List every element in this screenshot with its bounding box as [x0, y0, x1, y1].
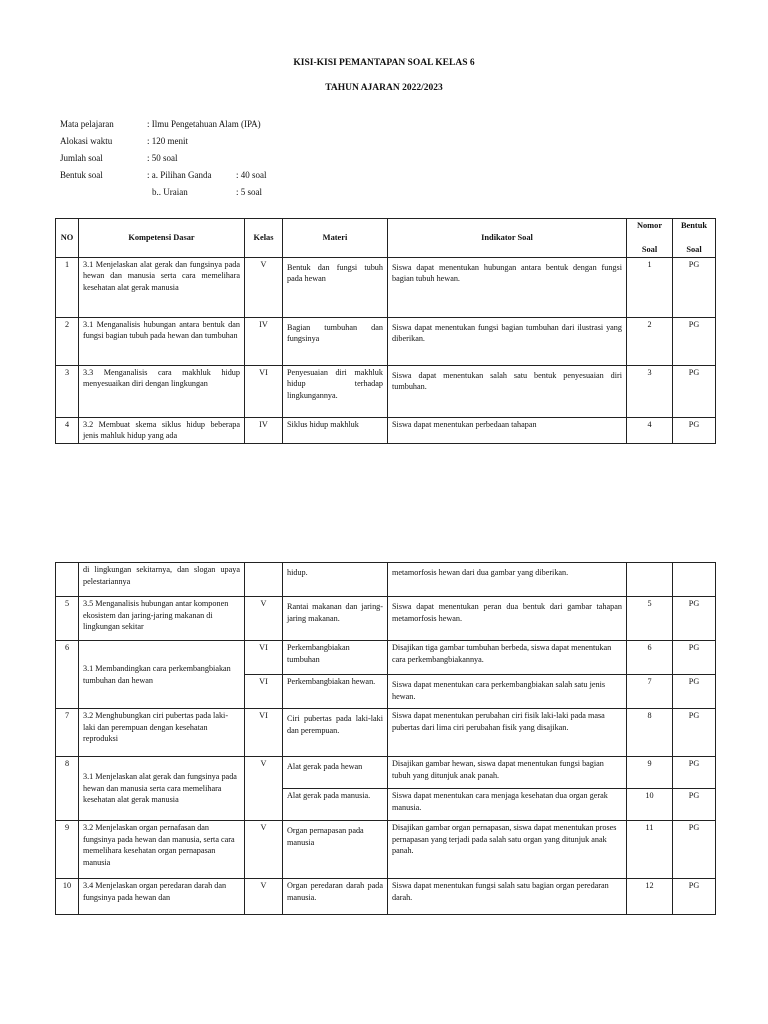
jumlah-label: Jumlah soal [60, 153, 103, 163]
document-subtitle: TAHUN AJARAN 2022/2023 [325, 83, 443, 93]
cell-kelas: V [245, 821, 283, 879]
table-row [56, 365, 716, 417]
col-indikator: Indikator Soal [388, 219, 627, 258]
cell-no: 1 [56, 257, 79, 317]
cell-indikator: Siswa dapat menentukan cara perkembangbiakan salah satu jenis hewan. [388, 675, 627, 709]
cell-bentuk: PG [673, 317, 716, 365]
cell-materi: Bentuk dan fungsi tubuh pada hewan [283, 257, 388, 317]
cell-nomor: 8 [627, 709, 673, 757]
cell-nomor: 3 [627, 365, 673, 417]
col-materi: Materi [283, 219, 388, 258]
cell-materi: Organ pernapasan pada manusia [283, 821, 388, 879]
bentuk-label: Bentuk soal [60, 170, 103, 180]
cell-kelas: VI [245, 675, 283, 709]
cell-indikator: Siswa dapat menentukan perubahan ciri fisik laki-laki pada masa pubertas dari lima ciri perubahan fisik yang disajikan. [388, 709, 627, 757]
col-bentuk [673, 219, 716, 258]
cell-bentuk: PG [673, 675, 716, 709]
cell-indikator: Disajikan tiga gambar tumbuhan berbeda, siswa dapat menentukan cara perkembangbiakannya. [388, 641, 627, 675]
cell-bentuk: PG [673, 879, 716, 915]
table-row [56, 709, 716, 757]
cell-indikator: Siswa dapat menentukan fungsi bagian tumbuhan dari ilustrasi yang diberikan. [388, 317, 627, 365]
cell-indikator: Siswa dapat menentukan fungsi salah satu bagian organ peredaran darah. [388, 879, 627, 915]
jumlah-value: : 50 soal [147, 153, 178, 163]
cell-kompetensi: 3.2 Menghubungkan ciri pubertas pada laki-laki dan perempuan dengan kesehatan reproduksi [79, 709, 245, 757]
cell-kompetensi: 3.2 Menjelaskan organ pernafasan dan fungsinya pada hewan dan manusia, serta cara memelihara kesehatan organ pernapasan manusia [79, 821, 245, 879]
cell-kompetensi: 3.3 Menganalisis cara makhluk hidup menyesuaikan diri dengan lingkungan [79, 365, 245, 417]
cell-kelas: V [245, 257, 283, 317]
cell-bentuk: PG [673, 641, 716, 675]
table-row [56, 757, 716, 789]
cell-no: 4 [56, 417, 79, 443]
bentuk-b-label: b.. Uraian [152, 187, 188, 197]
cell-kompetensi: di lingkungan sekitarnya, dan slogan upaya pelestariannya [79, 563, 245, 597]
cell-no: 2 [56, 317, 79, 365]
cell-indikator: Siswa dapat menentukan hubungan antara bentuk dengan fungsi bagian tubuh hewan. [388, 257, 627, 317]
cell-kompetensi: 3.1 Menjelaskan alat gerak dan fungsinya pada hewan dan manusia serta cara memelihara kesehatan alat gerak manusia [79, 757, 245, 821]
cell-materi: Ciri pubertas pada laki-laki dan perempuan. [283, 709, 388, 757]
cell-kelas: V [245, 757, 283, 821]
cell-kelas: VI [245, 709, 283, 757]
cell-materi: Alat gerak pada hewan [283, 757, 388, 789]
cell-bentuk: PG [673, 757, 716, 789]
cell-nomor: 4 [627, 417, 673, 443]
cell-no [56, 563, 79, 597]
col-no: NO [56, 219, 79, 258]
cell-kelas [245, 563, 283, 597]
col-kompetensi: Kompetensi Dasar [79, 219, 245, 258]
document-title: KISI-KISI PEMANTAPAN SOAL KELAS 6 [293, 58, 475, 68]
col-nomor-1: Nomor [636, 221, 663, 230]
cell-nomor: 11 [627, 821, 673, 879]
cell-indikator: Siswa dapat menentukan perbedaan tahapan [388, 417, 627, 443]
cell-no: 9 [56, 821, 79, 879]
cell-nomor: 2 [627, 317, 673, 365]
cell-nomor: 6 [627, 641, 673, 675]
cell-kelas: IV [245, 417, 283, 443]
cell-kelas: V [245, 597, 283, 641]
bentuk-a-count: : 40 soal [236, 170, 267, 180]
cell-nomor [627, 563, 673, 597]
cell-materi: Perkembangbiakan tumbuhan [283, 641, 388, 675]
cell-no: 7 [56, 709, 79, 757]
col-nomor [627, 219, 673, 258]
bentuk-b-count: : 5 soal [236, 187, 262, 197]
table-row [56, 879, 716, 915]
cell-kelas: IV [245, 317, 283, 365]
mapel-value: : Ilmu Pengetahuan Alam (IPA) [147, 119, 261, 129]
table-row [56, 317, 716, 365]
cell-nomor: 5 [627, 597, 673, 641]
table-row [56, 597, 716, 641]
table-row [56, 641, 716, 675]
table-row [56, 417, 716, 443]
cell-kompetensi: 3.1 Menjelaskan alat gerak dan fungsinya pada hewan dan manusia serta cara memelihara kesehatan alat gerak manusia [79, 257, 245, 317]
cell-kompetensi: 3.4 Menjelaskan organ peredaran darah dan fungsinya pada hewan dan [79, 879, 245, 915]
cell-indikator: metamorfosis hewan dari dua gambar yang diberikan. [388, 563, 627, 597]
cell-kompetensi: 3.5 Menganalisis hubungan antar komponen ekosistem dan jaring-jaring makanan di lingkungan sekitar [79, 597, 245, 641]
cell-no: 10 [56, 879, 79, 915]
col-kelas: Kelas [245, 219, 283, 258]
cell-kompetensi: 3.1 Menganalisis hubungan antara bentuk dan fungsi bagian tubuh pada hewan dan tumbuhan [79, 317, 245, 365]
cell-nomor: 1 [627, 257, 673, 317]
cell-bentuk: PG [673, 821, 716, 879]
col-nomor-2: Soal [641, 244, 658, 254]
cell-nomor: 10 [627, 789, 673, 821]
alokasi-value: : 120 menit [147, 136, 188, 146]
cell-materi: Bagian tumbuhan dan fungsinya [283, 317, 388, 365]
cell-bentuk: PG [673, 789, 716, 821]
cell-no: 5 [56, 597, 79, 641]
cell-indikator: Siswa dapat menentukan salah satu bentuk penyesuaian diri tumbuhan. [388, 365, 627, 417]
cell-bentuk: PG [673, 365, 716, 417]
cell-bentuk [673, 563, 716, 597]
cell-nomor: 9 [627, 757, 673, 789]
cell-kelas: VI [245, 365, 283, 417]
cell-indikator: Disajikan gambar hewan, siswa dapat menentukan fungsi bagian tubuh yang ditunjuk anak panah. [388, 757, 627, 789]
cell-bentuk: PG [673, 257, 716, 317]
cell-materi: Siklus hidup makhluk [283, 417, 388, 443]
table-row [56, 821, 716, 879]
cell-materi: Perkembangbiakan hewan. [283, 675, 388, 709]
kisi-table-page-1 [55, 218, 716, 444]
cell-bentuk: PG [673, 417, 716, 443]
mapel-label: Mata pelajaran [60, 119, 114, 129]
cell-kelas: V [245, 879, 283, 915]
cell-materi: Organ peredaran darah pada manusia. [283, 879, 388, 915]
cell-no: 3 [56, 365, 79, 417]
table-header-row [56, 219, 716, 258]
col-bentuk-2: Soal [686, 244, 702, 254]
cell-no: 8 [56, 757, 79, 821]
table-row [56, 563, 716, 597]
cell-kelas: VI [245, 641, 283, 675]
kisi-table-page-2 [55, 562, 716, 915]
cell-nomor: 7 [627, 675, 673, 709]
cell-bentuk: PG [673, 597, 716, 641]
bentuk-a-label: : a. Pilihan Ganda [147, 170, 212, 180]
table-row [56, 257, 716, 317]
cell-indikator: Disajikan gambar organ pernapasan, siswa dapat menentukan proses pernapasan yang terjadi pada salah satu organ yang ditunjuk anak panah. [388, 821, 627, 879]
cell-nomor: 12 [627, 879, 673, 915]
cell-bentuk: PG [673, 709, 716, 757]
cell-indikator: Siswa dapat menentukan cara menjaga kesehatan dua organ gerak manusia. [388, 789, 627, 821]
cell-materi: Rantai makanan dan jaring-jaring makanan. [283, 597, 388, 641]
col-bentuk-1: Bentuk [680, 221, 708, 230]
cell-materi: Alat gerak pada manusia. [283, 789, 388, 821]
cell-materi: hidup. [283, 563, 388, 597]
alokasi-label: Alokasi waktu [60, 136, 113, 146]
cell-materi: Penyesuaian diri makhluk hidup terhadap lingkungannya. [283, 365, 388, 417]
cell-no: 6 [56, 641, 79, 709]
cell-kompetensi: 3.2 Membuat skema siklus hidup beberapa jenis mahluk hidup yang ada [79, 417, 245, 443]
cell-indikator: Siswa dapat menentukan peran dua bentuk dari gambar tahapan metamorfosis hewan. [388, 597, 627, 641]
cell-kompetensi: 3.1 Membandingkan cara perkembangbiakan tumbuhan dan hewan [79, 641, 245, 709]
